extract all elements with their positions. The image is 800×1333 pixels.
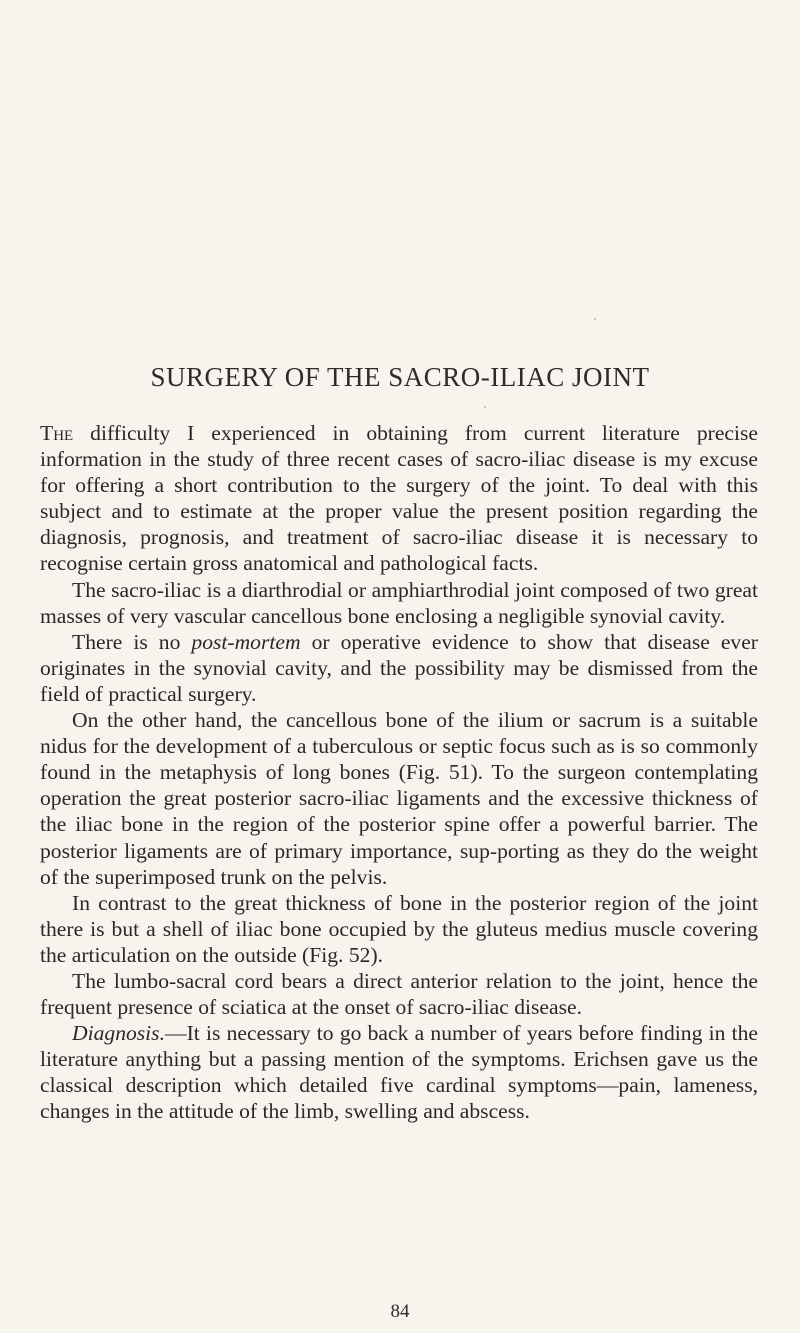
paragraph-text: or operative evidence to show that disease ever originates in the synovial cavity, and the possibility may be dismissed from the field of practical surgery. [40,629,758,706]
paragraph-intro [40,420,758,577]
paragraph-joint-anatomy: The sacro-iliac is a diarthrodial or amphiarthrodial joint composed of two great masses of very vascular cancellous bone enclosing a negligible synovial cavity. [40,577,758,628]
paper-speck [484,406,486,408]
paragraph-diagnosis [40,1020,758,1124]
paragraph-synovial-cavity [40,629,758,707]
paragraph-cancellous-bone: On the other hand, the cancellous bone of the ilium or sacrum is a suitable nidus for the development of a tuberculous or septic focus such as is so commonly found in the metaphysis of long bones (Fig. 51). To the surgeon contemplating operation the great posterior sacro-iliac ligaments and the excessive thickness of the iliac bone in the region of the posterior spine offer a powerful barrier. The posterior ligaments are of primary importance, sup-porting as they do the weight of the superimposed trunk on the pelvis. [40,708,758,889]
paragraph-text: —It is necessary to go back a number of years before finding in the literature anything but a passing mention of the symptoms. Erichsen gave us the classical description which detailed five cardinal symptoms—pain, lameness, changes in the attitude of the limb, swelling and abscess. [40,1021,758,1124]
drop-lead-word: The [40,421,74,445]
paragraph-lumbo-sacral-cord: The lumbo-sacral cord bears a direct anterior relation to the joint, hence the frequent presence of sciatica at the onset of sacro-iliac disease. [40,968,758,1020]
paragraph-iliac-shell: In contrast to the great thickness of bone in the posterior region of the joint there is but a shell of iliac bone occupied by the gluteus medius muscle covering the articulation on the outside (Fig. 52). [40,890,758,967]
chapter-title: SURGERY OF THE SACRO-ILIAC JOINT [150,362,650,392]
body-text [40,420,758,1125]
paper-speck [594,318,596,320]
section-heading-diagnosis: Diagnosis. [72,1021,165,1046]
paragraph-text: There is no [72,629,192,654]
italic-term: post-mortem [191,629,301,654]
page-number: 84 [390,1301,410,1322]
paragraph-text: difficulty I experienced in obtaining from current literature precise information in the study of three recent cases of sacro-iliac disease is my excuse for offering a short contribution to the surgery of the joint. To deal with this subject and to estimate at the proper value the present position regarding the diagnosis, prognosis, and treatment of sacro-iliac disease it is necessary to recognise certain gross anatomical and pathological facts. [40,421,758,576]
